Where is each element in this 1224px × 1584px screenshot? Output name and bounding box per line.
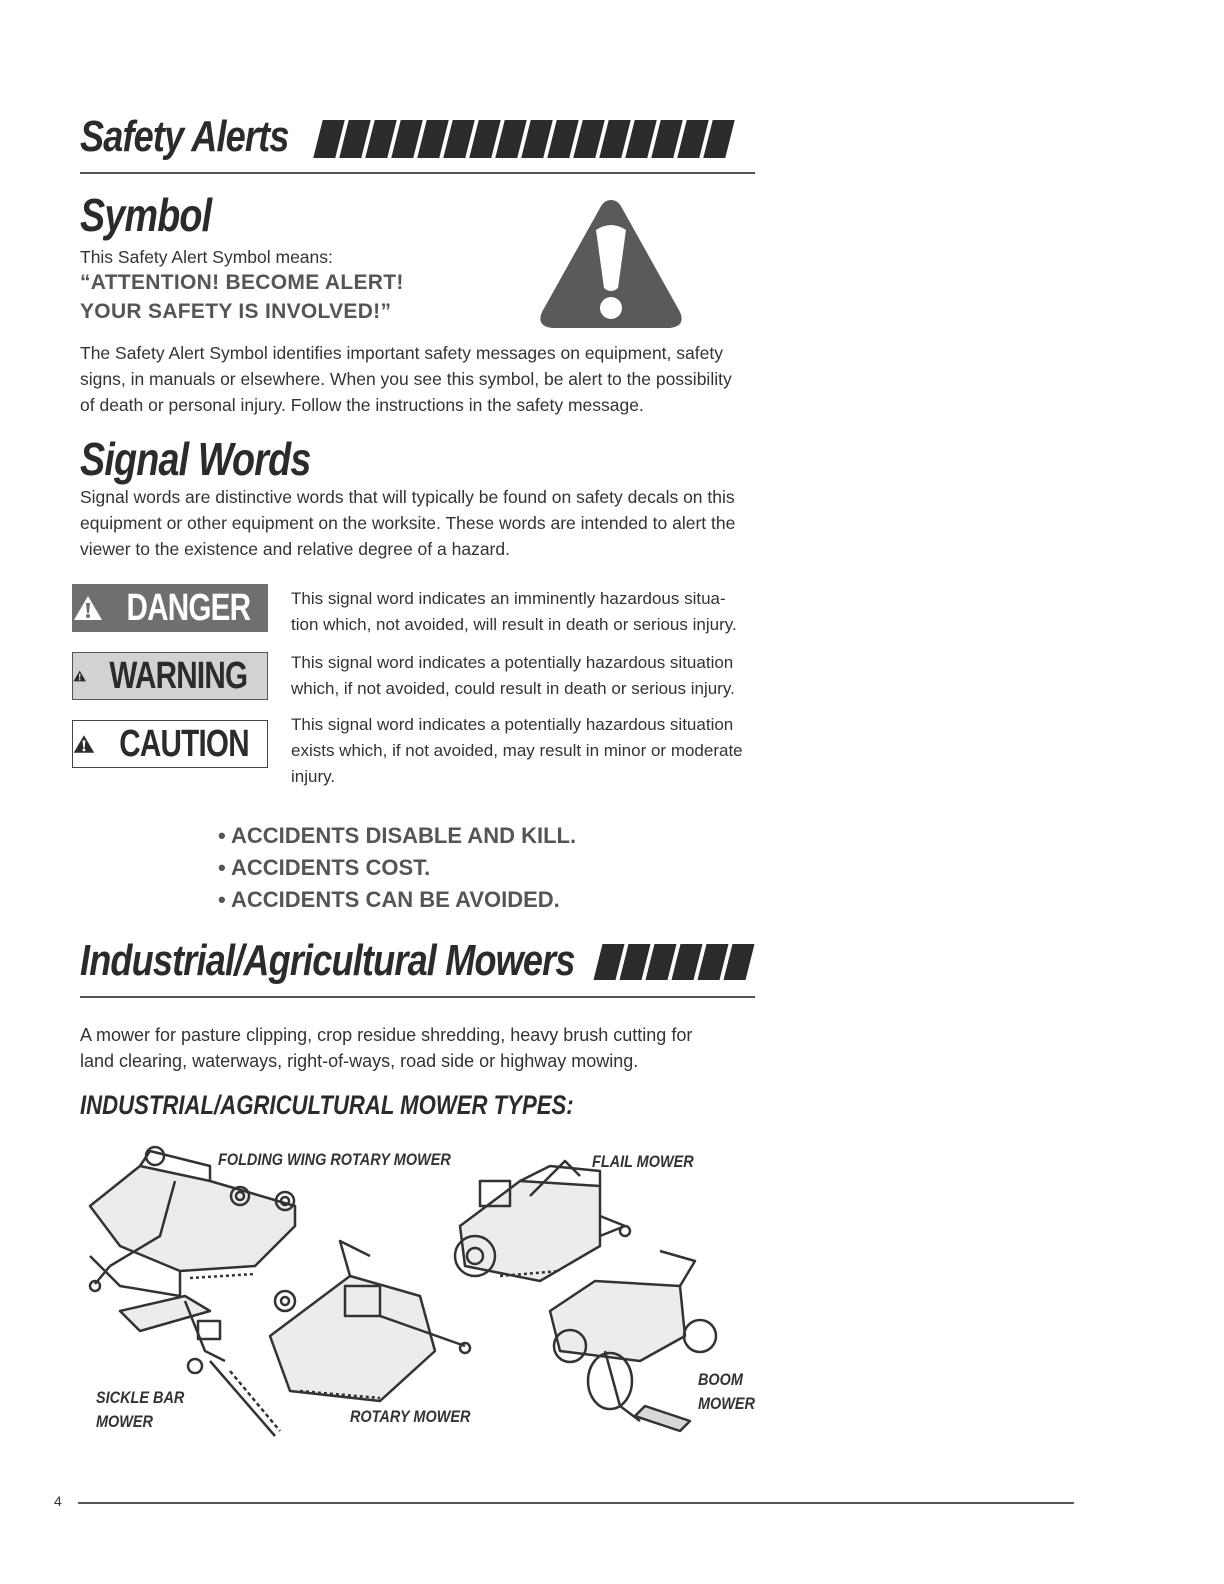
mowers-description [80,1022,800,1074]
accidents-item: • ACCIDENTS DISABLE AND KILL. [218,823,577,848]
mowers-desc-line: land clearing, waterways, right-of-ways, road side or highway mowing. [80,1051,639,1071]
title-stripe-decoration [318,120,730,158]
symbol-desc-line: of death or personal injury. Follow the instructions in the safety message. [80,395,644,415]
mowers-divider [80,996,755,998]
mowers-desc-line: A mower for pasture clipping, crop residue shredding, heavy brush cutting for [80,1025,693,1045]
symbol-intro: This Safety Alert Symbol means: [80,247,333,267]
flail-mower-drawing [455,1161,630,1281]
warning-alert-icon [73,662,86,690]
rotary-label: ROTARY MOWER [350,1407,471,1426]
signal-words-heading: Signal Words [80,433,311,485]
caution-label: CAUTION [119,722,249,765]
rotary-mower-drawing [270,1241,470,1401]
warning-desc-line: This signal word indicates a potentially hazardous situation [291,653,734,672]
warning-description [291,650,786,702]
sickle-bar-label [96,1386,184,1434]
sickle-label-line: SICKLE BAR [96,1388,185,1407]
safety-alert-triangle-icon [536,196,686,332]
symbol-desc-line: signs, in manuals or elsewhere. When you see this symbol, be alert to the possibility [80,369,732,389]
danger-desc-line: This signal word indicates an imminently hazardous situa- [291,589,726,608]
symbol-heading: Symbol [80,189,212,241]
alert-line-2: YOUR SAFETY IS INVOLVED!” [80,300,392,323]
boom-label-line: BOOM [698,1370,743,1389]
caution-desc-line: injury. [291,767,336,786]
accidents-list [218,820,576,916]
flail-label: FLAIL MOWER [592,1152,694,1171]
title-divider [80,172,755,174]
caution-desc-line: exists which, if not avoided, may result in minor or moderate [291,741,743,760]
boom-label [698,1368,755,1416]
warning-desc-line: which, if not avoided, could result in death or serious injury. [291,679,735,698]
footer-divider [78,1502,1074,1504]
folding-wing-label: FOLDING WING ROTARY MOWER [218,1150,451,1169]
danger-desc-line: tion which, not avoided, will result in death or serious injury. [291,615,737,634]
mowers-stripe-decoration [598,944,750,980]
caution-description [291,712,786,790]
symbol-desc-line: The Safety Alert Symbol identifies important safety messages on equipment, safety [80,343,723,363]
warning-label: WARNING [109,654,248,697]
danger-description [291,586,786,638]
danger-label: DANGER [126,586,250,629]
boom-label-line: MOWER [698,1394,755,1413]
caution-alert-icon [73,730,95,758]
accidents-item: • ACCIDENTS COST. [218,855,431,880]
signal-intro-line: Signal words are distinctive words that will typically be found on safety decals on this [80,487,735,507]
mowers-heading: Industrial/Agricultural Mowers [80,936,575,985]
warning-signal-box [72,652,268,700]
page-number: 4 [54,1493,62,1509]
danger-alert-icon [73,594,103,622]
mower-types-heading: INDUSTRIAL/AGRICULTURAL MOWER TYPES: [80,1090,574,1120]
symbol-alert-message [80,268,404,326]
signal-words-intro [80,484,800,562]
accidents-item: • ACCIDENTS CAN BE AVOIDED. [218,887,560,912]
sickle-label-line: MOWER [96,1412,153,1431]
symbol-description [80,340,800,418]
caution-signal-box [72,720,268,768]
alert-line-1: “ATTENTION! BECOME ALERT! [80,271,404,294]
boom-mower-drawing [550,1251,716,1431]
caution-desc-line: This signal word indicates a potentially hazardous situation [291,715,734,734]
danger-signal-box [72,584,268,632]
safety-alerts-title: Safety Alerts [80,112,289,161]
signal-intro-line: viewer to the existence and relative degree of a hazard. [80,539,510,559]
signal-intro-line: equipment or other equipment on the worksite. These words are intended to alert the [80,513,736,533]
